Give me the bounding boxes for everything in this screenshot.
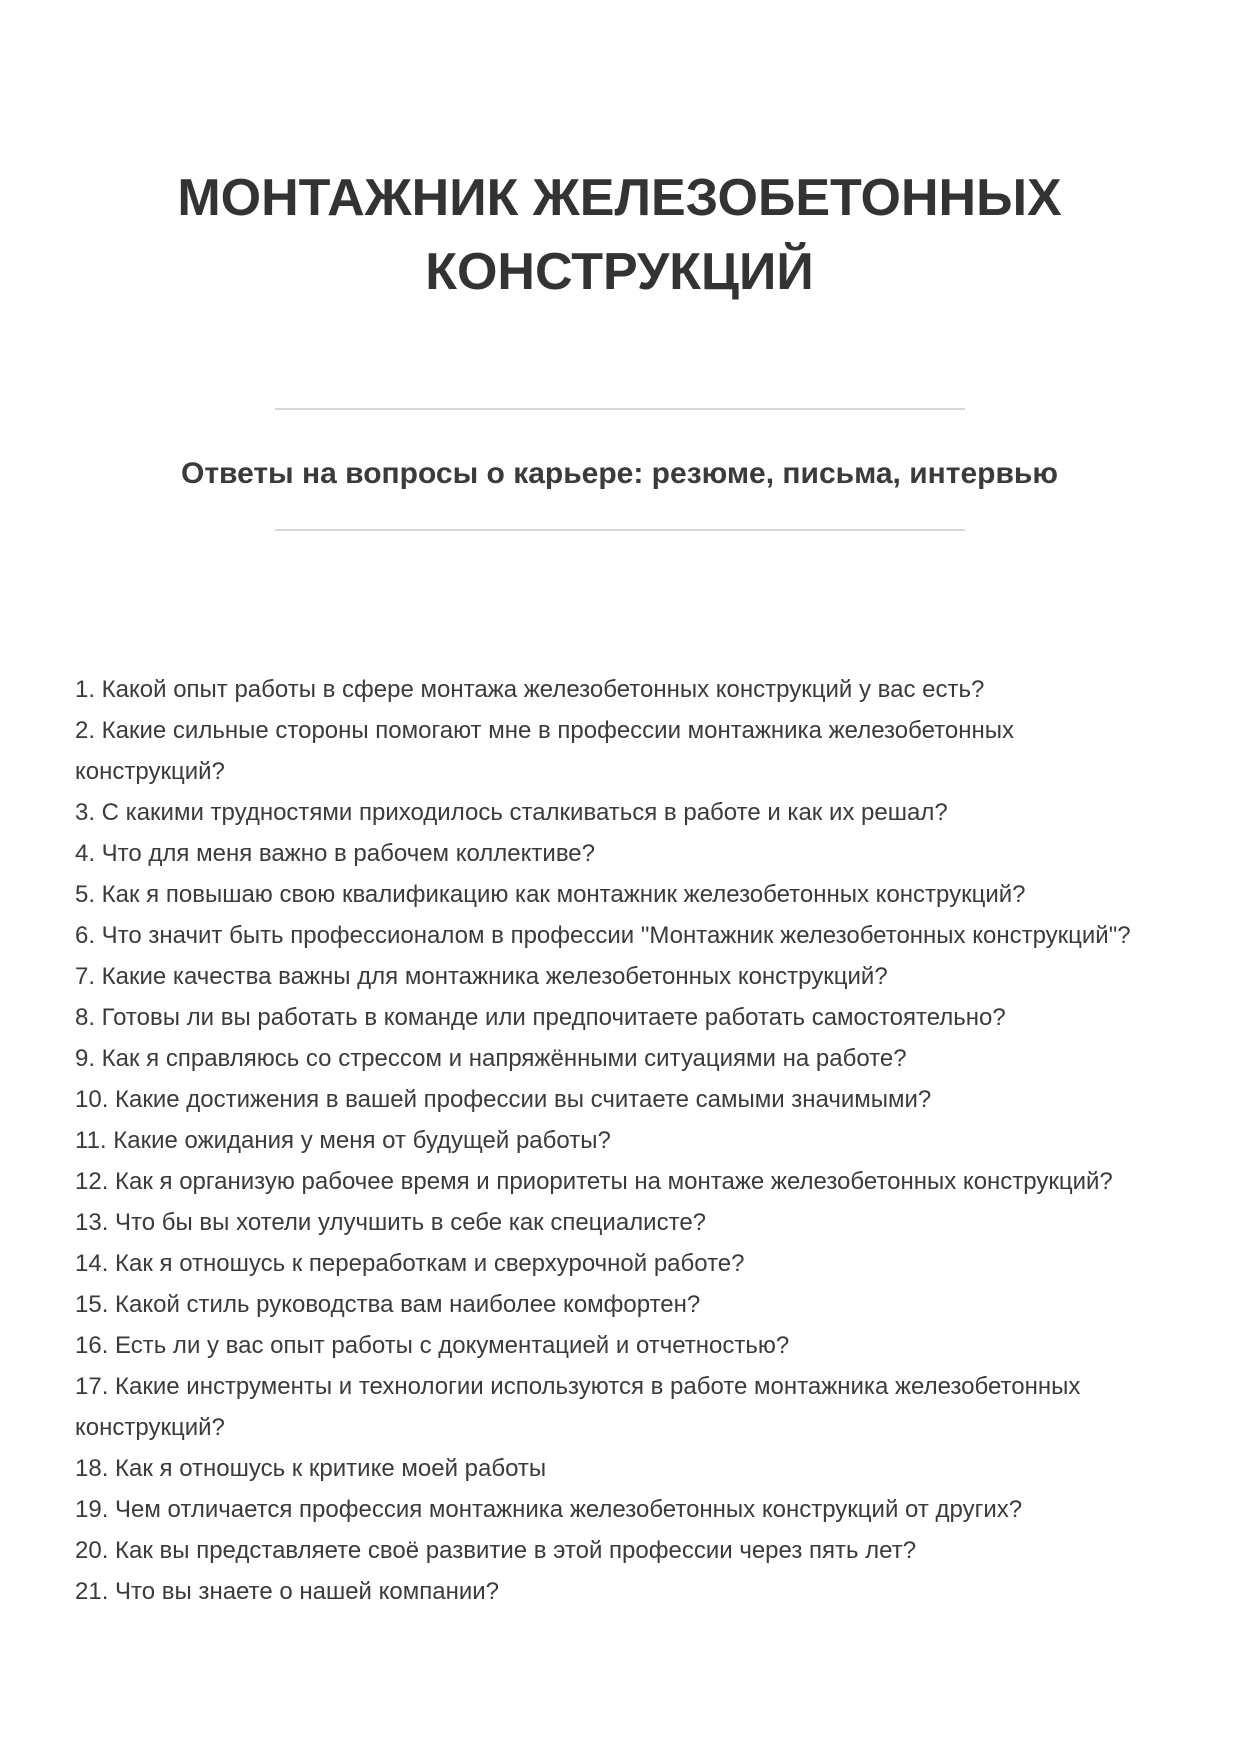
question-item: 4. Что для меня важно в рабочем коллективе? [75, 839, 595, 867]
page-subtitle: Ответы на вопросы о карьере: резюме, письма, интервью [181, 456, 1058, 490]
question-item: 7. Какие качества важны для монтажника железобетонных конструкций? [75, 962, 888, 990]
question-item: 11. Какие ожидания у меня от будущей работы? [75, 1126, 611, 1154]
question-item: 13. Что бы вы хотели улучшить в себе как специалисте? [75, 1208, 707, 1236]
question-item: 16. Есть ли у вас опыт работы с документацией и отчетностью? [75, 1331, 790, 1359]
question-item: 3. С какими трудностями приходилось сталкиваться в работе и как их решал? [75, 798, 948, 826]
question-item: 15. Какой стиль руководства вам наиболее комфортен? [75, 1290, 701, 1318]
question-item: 8. Готовы ли вы работать в команде или предпочитаете работать самостоятельно? [75, 1003, 1006, 1031]
question-item: 1. Какой опыт работы в сфере монтажа железобетонных конструкций у вас есть? [75, 675, 985, 703]
question-item: 2. Какие сильные стороны помогают мне в профессии монтажника железобетонных конструкций? [75, 716, 1014, 785]
question-item: 18. Как я отношусь к критике моей работы [75, 1454, 547, 1482]
page-title: МОНТАЖНИК ЖЕЛЕЗОБЕТОННЫХ КОНСТРУКЦИЙ [177, 169, 1062, 301]
question-item: 5. Как я повышаю свою квалификацию как монтажник железобетонных конструкций? [75, 880, 1026, 908]
divider-bottom [275, 529, 965, 531]
question-item: 17. Какие инструменты и технологии используются в работе монтажника железобетонных конструкций? [75, 1372, 1081, 1441]
question-item: 12. Как я организую рабочее время и приоритеты на монтаже железобетонных конструкций? [75, 1167, 1113, 1195]
question-item: 14. Как я отношусь к переработкам и сверхурочной работе? [75, 1249, 745, 1277]
question-item: 19. Чем отличается профессия монтажника железобетонных конструкций от других? [75, 1495, 1023, 1523]
question-item: 21. Что вы знаете о нашей компании? [75, 1577, 499, 1605]
questions-list [0, 669, 1239, 1612]
question-item: 20. Как вы представляете своё развитие в этой профессии через пять лет? [75, 1536, 917, 1564]
question-item: 10. Какие достижения в вашей профессии вы считаете самыми значимыми? [75, 1085, 932, 1113]
question-item: 9. Как я справляюсь со стрессом и напряжёнными ситуациями на работе? [75, 1044, 907, 1072]
question-item: 6. Что значит быть профессионалом в профессии "Монтажник железобетонных конструкций"? [75, 921, 1131, 949]
divider-top [275, 408, 965, 410]
